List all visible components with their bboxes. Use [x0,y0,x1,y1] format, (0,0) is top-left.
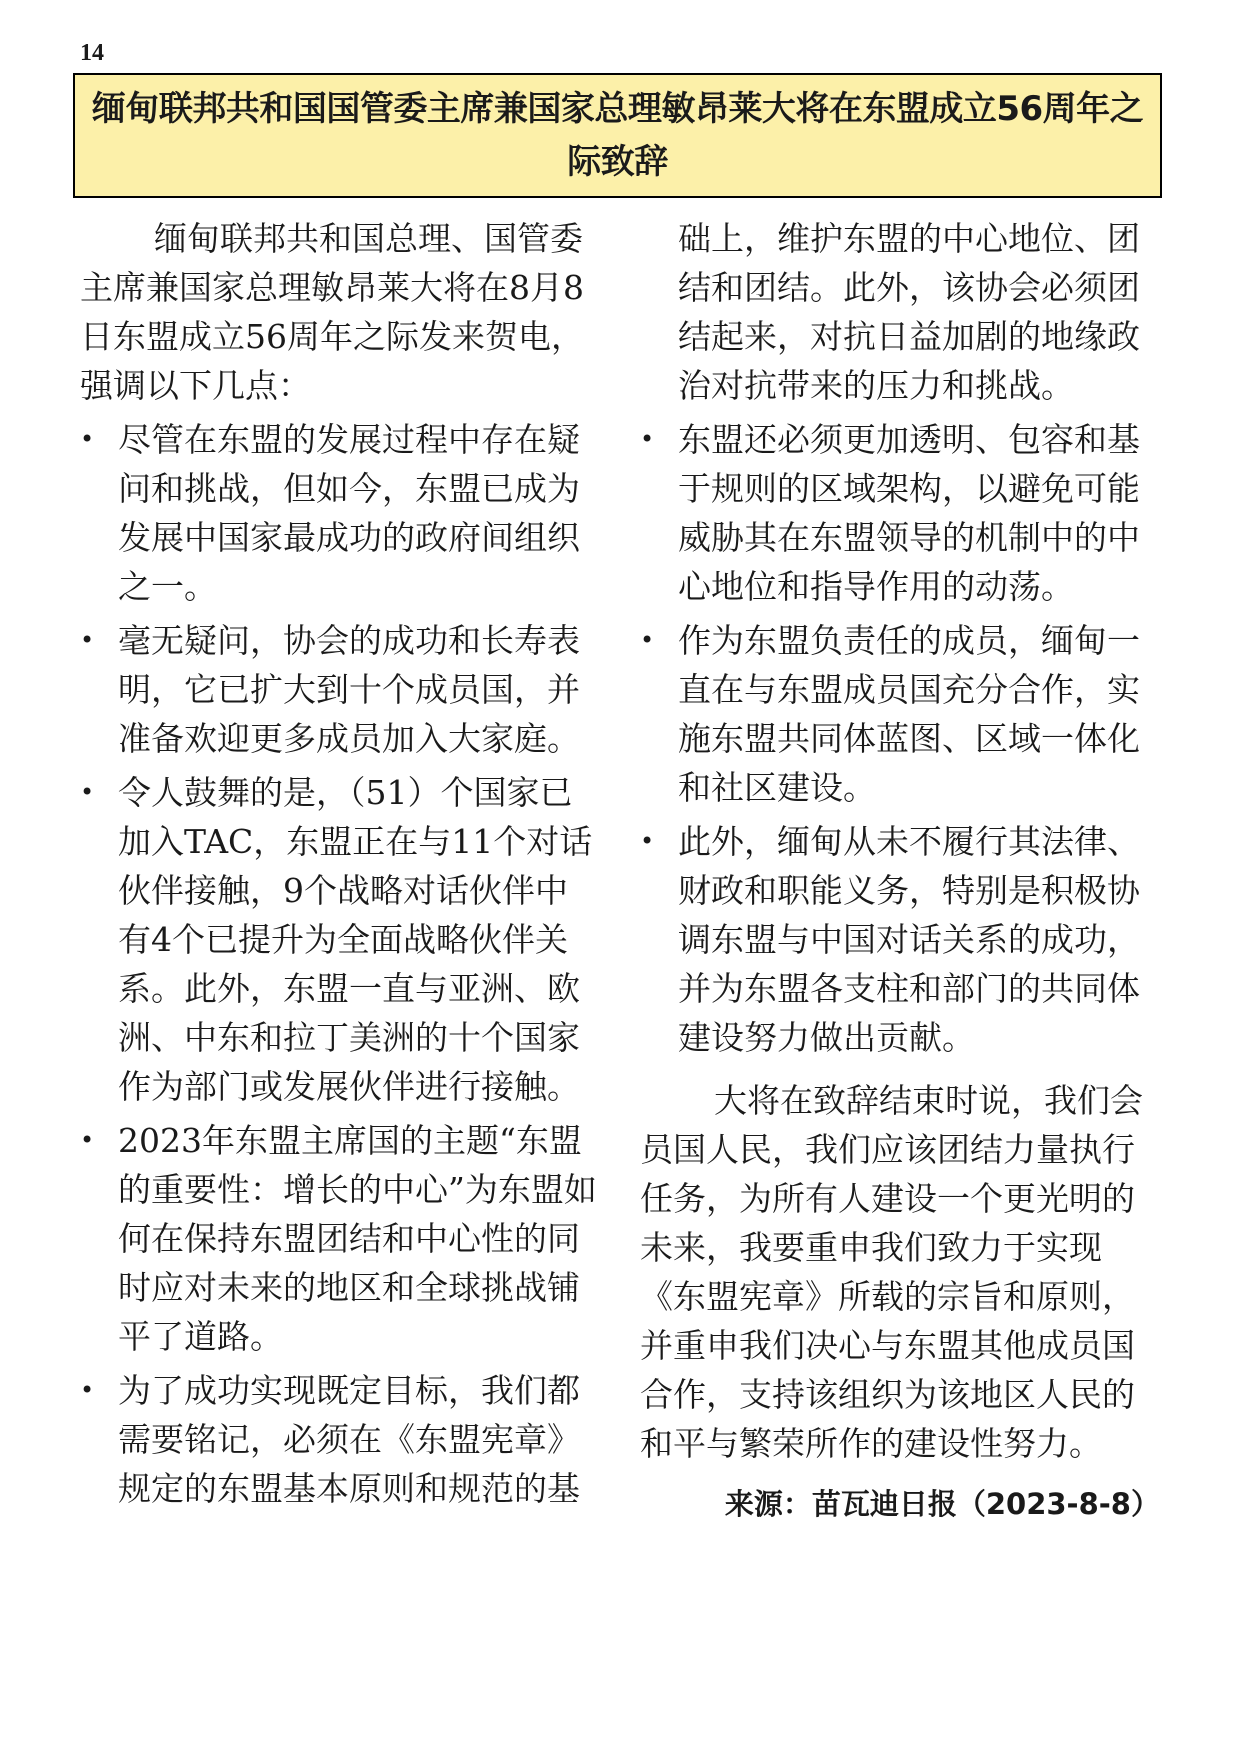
article-title: 缅甸联邦共和国国管委主席兼国家总理敏昂莱大将在东盟成立56周年之际致辞 [91,88,1144,182]
intro-paragraph: 缅甸联邦共和国总理、国管委主席兼国家总理敏昂莱大将在8月8日东盟成立56周年之际发来贺电，强调以下几点： [80,219,584,405]
left-bullet-list [80,415,600,1513]
right-bullet-list [640,415,1160,1062]
bullet-item: • 为了成功实现既定目标，我们都需要铭记，必须在《东盟宪章》规定的东盟基本原则和规范的基 [80,1366,600,1513]
right-column [640,214,1160,1529]
bullet-item: • 毫无疑问，协会的成功和长寿表明，它已扩大到十个成员国，并准备欢迎更多成员加入大家庭。 [80,616,600,763]
bullet-item: • 2023年东盟主席国的主题“东盟的重要性：增长的中心”为东盟如何在保持东盟团结和中心性的同时应对未来的地区和全球挑战铺平了道路。 [80,1116,600,1361]
source-citation: 来源：苗瓦迪日报（2023-8-8） [724,1487,1160,1521]
bullet-item: • 东盟还必须更加透明、包容和基于规则的区域架构，以避免可能威胁其在东盟领导的机制中的中心地位和指导作用的动荡。 [640,415,1160,611]
title-banner [73,73,1162,198]
bullet-item: • 尽管在东盟的发展过程中存在疑问和挑战，但如今，东盟已成为发展中国家最成功的政府间组织之一。 [80,415,600,611]
page-number: 14 [80,40,104,66]
bullet-item: • 令人鼓舞的是，（51）个国家已加入TAC，东盟正在与11个对话伙伴接触，9个战略对话伙伴中有4个已提升为全面战略伙伴关系。此外，东盟一直与亚洲、欧洲、中东和拉丁美洲的十个国家作为部门或发展伙伴进行接触。 [80,768,600,1111]
closing-paragraph: 大将在致辞结束时说，我们会员国人民，我们应该团结力量执行任务，为所有人建设一个更光明的未来，我要重申我们致力于实现《东盟宪章》所载的宗旨和原则，并重申我们决心与东盟其他成员国合作，支持该组织为该地区人民的和平与繁荣所作的建设性努力。 [640,1081,1143,1463]
bullet-continuation: 础上，维护东盟的中心地位、团结和团结。此外，该协会必须团结起来，对抗日益加剧的地缘政治对抗带来的压力和挑战。 [678,219,1140,405]
bullet-item: • 作为东盟负责任的成员，缅甸一直在与东盟成员国充分合作，实施东盟共同体蓝图、区域一体化和社区建设。 [640,616,1160,812]
left-column [80,214,600,1513]
bullet-item: • 此外，缅甸从未不履行其法律、财政和职能义务，特别是积极协调东盟与中国对话关系的成功，并为东盟各支柱和部门的共同体建设努力做出贡献。 [640,817,1160,1062]
